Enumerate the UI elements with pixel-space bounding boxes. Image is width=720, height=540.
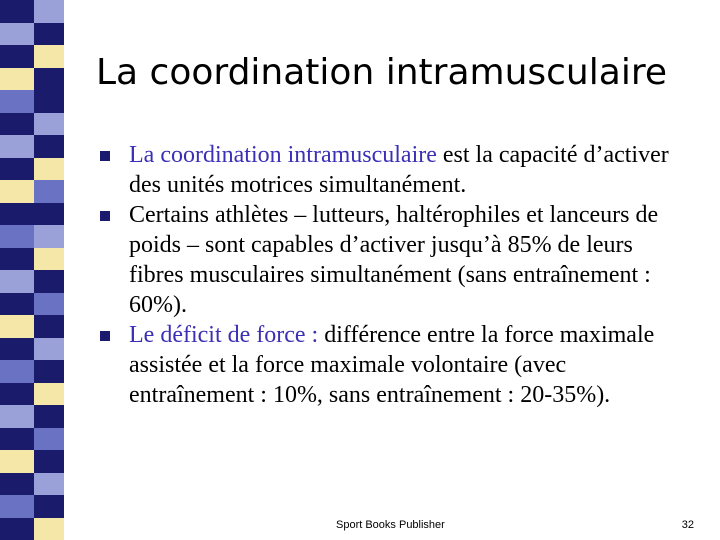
stripe-segment (34, 293, 64, 316)
stripe-segment (34, 113, 64, 136)
stripe-segment (0, 315, 34, 338)
square-bullet-icon (100, 331, 110, 341)
stripe-segment (0, 23, 34, 46)
bullet-item (100, 320, 680, 410)
stripe-segment (0, 0, 34, 23)
stripe-segment (0, 68, 34, 91)
stripe-segment (0, 473, 34, 496)
decorative-stripe (0, 0, 64, 540)
stripe-segment (0, 203, 34, 226)
bullet-text: est la capacité d’activer des unités motrices simultanément. (129, 142, 669, 198)
bullet-list (100, 140, 680, 410)
bullet-text: différence entre la force maximale assistée et la force maximale volontaire (avec entraînement : 10%, sans entraînement : 20-35%). (129, 322, 655, 408)
stripe-segment (34, 450, 64, 473)
stripe-segment (34, 248, 64, 271)
stripe-segment (34, 360, 64, 383)
bullet-highlight: Le déficit de force : (129, 322, 319, 348)
stripe-segment (0, 248, 34, 271)
bullet-text: Certains athlètes – lutteurs, haltérophiles et lanceurs de poids – sont capables d’activer jusqu’à 85% de leurs fibres musculaires simultanément (sans entraînement : 60%). (129, 202, 659, 318)
stripe-segment (34, 45, 64, 68)
square-bullet-icon (100, 151, 110, 161)
stripe-segment (0, 405, 34, 428)
stripe-column-right (34, 0, 64, 540)
stripe-segment (34, 405, 64, 428)
footer-publisher: Sport Books Publisher (336, 519, 445, 531)
stripe-segment (34, 315, 64, 338)
stripe-segment (0, 45, 34, 68)
stripe-segment (34, 338, 64, 361)
stripe-segment (0, 90, 34, 113)
stripe-segment (0, 180, 34, 203)
stripe-segment (34, 203, 64, 226)
stripe-segment (34, 473, 64, 496)
stripe-segment (0, 293, 34, 316)
stripe-segment (34, 135, 64, 158)
stripe-segment (34, 68, 64, 91)
stripe-segment (34, 23, 64, 46)
stripe-segment (0, 225, 34, 248)
page-number: 32 (681, 519, 694, 531)
stripe-column-left (0, 0, 34, 540)
stripe-segment (34, 383, 64, 406)
stripe-segment (34, 90, 64, 113)
square-bullet-icon (100, 211, 110, 221)
stripe-segment (0, 158, 34, 181)
stripe-segment (0, 450, 34, 473)
bullet-highlight: La coordination intramusculaire (129, 142, 437, 168)
bullet-item (100, 200, 680, 320)
bullet-item (100, 140, 680, 200)
stripe-segment (34, 518, 64, 540)
stripe-segment (0, 495, 34, 518)
stripe-segment (0, 113, 34, 136)
stripe-segment (0, 360, 34, 383)
slide-title: La coordination intramusculaire (96, 52, 667, 93)
stripe-segment (0, 338, 34, 361)
stripe-segment (34, 495, 64, 518)
stripe-segment (0, 428, 34, 451)
stripe-segment (34, 428, 64, 451)
stripe-segment (34, 225, 64, 248)
stripe-segment (34, 158, 64, 181)
stripe-segment (0, 518, 34, 540)
stripe-segment (34, 270, 64, 293)
stripe-segment (34, 180, 64, 203)
stripe-segment (0, 270, 34, 293)
stripe-segment (0, 383, 34, 406)
stripe-segment (0, 135, 34, 158)
stripe-segment (34, 0, 64, 23)
